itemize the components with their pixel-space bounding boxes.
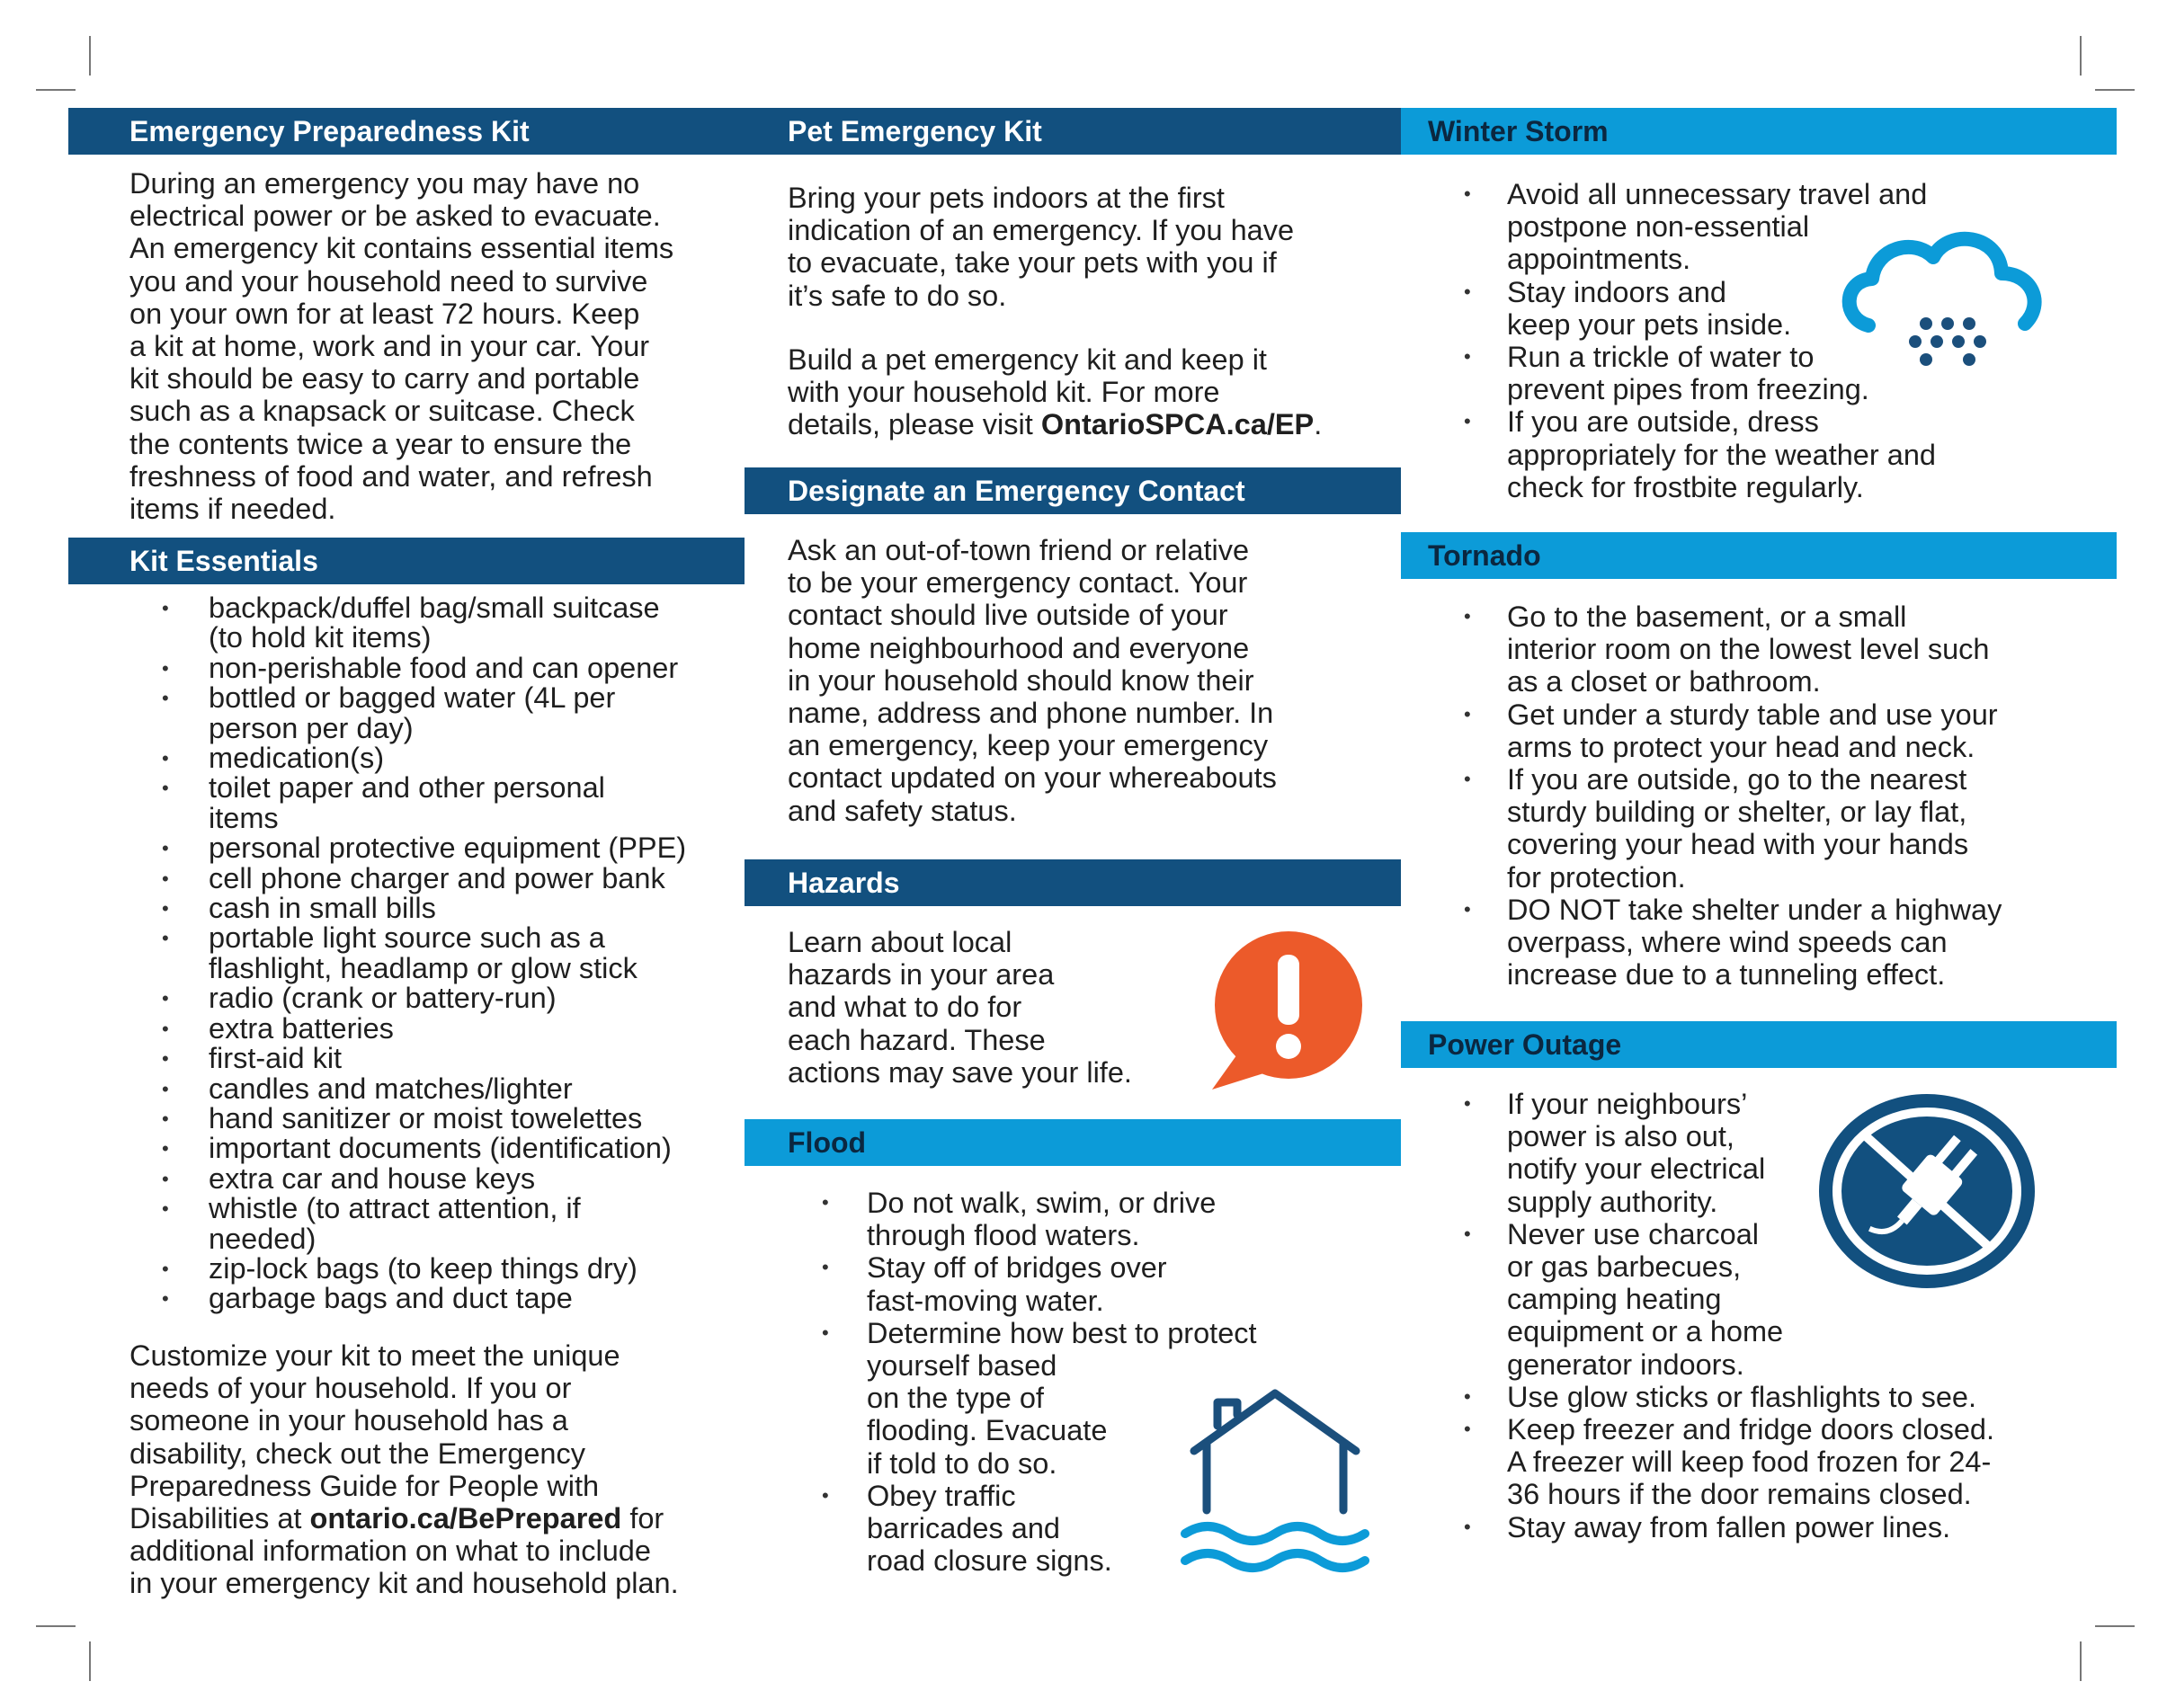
list-item-line: interior room on the lowest level such (1507, 633, 1990, 666)
list-item-line: fast-moving water. (867, 1284, 1104, 1317)
text-line: During an emergency you may have no (129, 167, 640, 200)
list-item-line: road closure signs. (867, 1544, 1112, 1578)
no-plug-icon (1815, 1088, 2039, 1294)
list-item-line: person per day) (209, 711, 414, 744)
list-item-line: keep your pets inside. (1507, 307, 1792, 341)
list-item-line: generator indoors. (1507, 1348, 1744, 1381)
crop-mark (89, 36, 91, 76)
list-item-line: appropriately for the weather and (1507, 438, 1936, 471)
text-line: home neighbourhood and everyone (788, 631, 1250, 664)
pet-kit-text: Build a pet emergency kit and keep it with your household kit. For more details, please visit OntarioSPCA.ca/EP. (788, 343, 1323, 441)
list-item (1507, 894, 2082, 992)
text-line: indication of an emergency. If you have (788, 214, 1295, 247)
list-item-line: if told to do so. (867, 1446, 1057, 1480)
essentials-heading: Kit Essentials (68, 538, 745, 584)
list-item (209, 743, 748, 773)
text-line: An emergency kit contains essential items (129, 232, 674, 265)
text-line: and what to do for (788, 991, 1022, 1024)
text-line: name, address and phone number. In (788, 697, 1274, 730)
list-item-line: • cash in small bills (209, 892, 436, 925)
list-item-line: • personal protective equipment (PPE) (209, 832, 687, 865)
list-item-line: camping heating (1507, 1283, 1722, 1316)
list-item-line: • medication(s) (209, 742, 385, 775)
list-item-line: • Avoid all unnecessary travel and (1507, 178, 1928, 210)
winter-heading: Winter Storm (1401, 108, 2117, 155)
text-line: Learn about local (788, 926, 1012, 958)
list-item-line: sturdy building or shelter, or lay flat, (1507, 796, 1967, 829)
list-item (209, 1074, 748, 1104)
list-item-line: • If you are outside, dress (1507, 405, 1819, 439)
list-item-line: 36 hours if the door remains closed. (1507, 1478, 1972, 1511)
list-item (209, 651, 748, 684)
list-item-line: • extra batteries (209, 1011, 394, 1045)
list-item-line: prevent pipes from freezing. (1507, 373, 1869, 406)
list-item-line: • zip-lock bags (to keep things dry) (209, 1251, 638, 1285)
text-line: kit should be easy to carry and portable (129, 362, 640, 396)
list-item-line: supply authority. (1507, 1185, 1718, 1218)
text-line: you and your household need to survive (129, 264, 648, 298)
list-item-line: • Never use charcoal (1507, 1217, 1759, 1250)
list-item (1507, 600, 2082, 698)
text-line: Bring your pets indoors at the first (788, 182, 1225, 214)
list-item-line: • toilet paper and other personal (209, 771, 605, 805)
pet-heading: Pet Emergency Kit (745, 108, 1401, 155)
list-item-line: postpone non-essential (1507, 210, 1810, 244)
power-heading: Power Outage (1401, 1021, 2117, 1068)
text-line: electrical power or be asked to evacuate. (129, 200, 661, 233)
flooded-house-icon (1176, 1375, 1392, 1591)
list-item-line: • Use glow sticks or flashlights to see. (1507, 1380, 1977, 1413)
spca-link[interactable]: OntarioSPCA.ca/EP (1040, 408, 1315, 441)
tornado-list (1507, 600, 2082, 991)
list-item-line: flashlight, headlamp or glow stick (209, 951, 638, 984)
text-line: the contents twice a year to ensure the (129, 427, 632, 460)
text-line: Ask an out-of-town friend or relative (788, 534, 1250, 566)
text-line: actions may save your life. (788, 1055, 1132, 1089)
text-line: contact should live outside of your (788, 599, 1228, 632)
list-item (209, 1251, 748, 1285)
list-item-line: • garbage bags and duct tape (209, 1282, 573, 1315)
list-item (1507, 763, 2082, 894)
list-item-line: • first-aid kit (209, 1042, 343, 1075)
list-item-line: overpass, where wind speeds can (1507, 926, 1948, 959)
list-item-line: • Determine how best to protect (867, 1316, 1257, 1349)
list-item-line: arms to protect your head and neck. (1507, 730, 1975, 763)
list-item (867, 1187, 1388, 1251)
hazards-heading: Hazards (745, 859, 1401, 906)
list-item-line: equipment or a home (1507, 1315, 1784, 1348)
list-item (209, 593, 748, 654)
list-item (209, 1101, 748, 1134)
list-item-line: • Run a trickle of water to (1507, 341, 1815, 374)
list-item-line: • If your neighbours’ (1507, 1088, 1748, 1120)
list-item (1507, 1413, 2091, 1511)
crop-mark (2080, 1641, 2082, 1681)
list-item (1507, 698, 2082, 763)
list-item-line: • Stay off of bridges over (867, 1251, 1167, 1285)
list-item (209, 1134, 748, 1163)
kit-intro-text (129, 167, 732, 525)
list-item (209, 983, 748, 1013)
list-item-line: or gas barbecues, (1507, 1250, 1742, 1284)
list-item (209, 861, 748, 894)
list-item-line: • important documents (identification) (209, 1132, 672, 1165)
bepreared-link[interactable]: ontario.ca/BePrepared (309, 1502, 622, 1535)
list-item-line: • Stay away from fallen power lines. (1507, 1510, 1951, 1543)
text-line: a kit at home, work and in your car. Your (129, 330, 650, 363)
text-line: freshness of food and water, and refresh (129, 459, 653, 493)
list-item-line: increase due to a tunneling effect. (1507, 958, 1946, 992)
text-line: items if needed. (129, 493, 336, 526)
list-item-line: • whistle (to attract attention, if (209, 1192, 581, 1225)
text-line: it’s safe to do so. (788, 279, 1007, 312)
list-item-line: • Stay indoors and (1507, 275, 1726, 308)
list-item (209, 833, 748, 863)
list-item-line: appointments. (1507, 243, 1691, 276)
crop-mark (2095, 89, 2135, 91)
list-item-line: for protection. (1507, 860, 1686, 894)
contact-text (788, 534, 1390, 827)
list-item (209, 1194, 748, 1254)
list-item-line: • hand sanitizer or moist towelettes (209, 1101, 643, 1134)
text-line: an emergency, keep your emergency (788, 729, 1269, 762)
crop-mark (2080, 36, 2082, 76)
list-item-line: flooding. Evacuate (867, 1414, 1108, 1447)
list-item-line: items (209, 801, 279, 834)
list-item (867, 1251, 1388, 1316)
list-item-line: • Obey traffic (867, 1479, 1016, 1512)
text-line: and safety status. (788, 794, 1017, 827)
crop-mark (2095, 1625, 2135, 1627)
text-line: each hazard. These (788, 1023, 1046, 1056)
list-item (209, 894, 748, 923)
snow-cloud-icon (1833, 225, 2057, 387)
list-item-line: • DO NOT take shelter under a highway (1507, 893, 2002, 926)
exclamation-speech-bubble-icon (1194, 926, 1374, 1106)
text-line: such as a knapsack or suitcase. Check (129, 395, 635, 428)
hazards-text (788, 926, 1201, 1089)
customize-text: Customize your kit to meet the unique needs of your household. If you or someone in your household has a disability, check out the Emergency Preparedness Guide for People with Disabilities at ontario.ca/BePrepared for additional information on what to include in your emergency kit and household plan. (129, 1339, 679, 1600)
text-line: contact updated on your whereabouts (788, 761, 1277, 795)
text-line: on your own for at least 72 hours. Keep (129, 297, 640, 330)
list-item-line: covering your head with your hands (1507, 828, 1969, 861)
list-item (209, 683, 748, 743)
list-item-line: • portable light source such as a (209, 921, 605, 955)
list-item (209, 1161, 748, 1195)
contact-heading: Designate an Emergency Contact (745, 467, 1401, 514)
tornado-heading: Tornado (1401, 532, 2117, 579)
list-item-line: • candles and matches/lighter (209, 1072, 573, 1105)
list-item-line: • extra car and house keys (209, 1161, 536, 1195)
list-item-line: power is also out, (1507, 1120, 1734, 1153)
essentials-list (209, 593, 748, 1314)
list-item-line: needed) (209, 1222, 317, 1255)
flood-heading: Flood (745, 1119, 1401, 1166)
text-line: to evacuate, take your pets with you if (788, 246, 1277, 280)
list-item (209, 1044, 748, 1073)
text-line: hazards in your area (788, 958, 1055, 992)
list-item (1507, 1381, 2091, 1413)
list-item-line: on the type of (867, 1382, 1044, 1415)
list-item-line: through flood waters. (867, 1219, 1140, 1252)
list-item-line: A freezer will keep food frozen for 24- (1507, 1446, 1992, 1479)
text-line: in your household should know their (788, 663, 1254, 697)
list-item-line: • cell phone charger and power bank (209, 861, 665, 894)
kit-heading: Emergency Preparedness Kit (68, 108, 745, 155)
list-item-line: • Keep freezer and fridge doors closed. (1507, 1413, 1994, 1446)
list-item-line: • Get under a sturdy table and use your (1507, 698, 1998, 731)
list-item-line: as a closet or bathroom. (1507, 665, 1821, 698)
list-item-line: • radio (crank or battery-run) (209, 982, 557, 1015)
crop-mark (36, 1625, 76, 1627)
list-item (209, 923, 748, 983)
pet-intro-text (788, 182, 1390, 312)
list-item-line: • Go to the basement, or a small (1507, 600, 1907, 633)
text-line: to be your emergency contact. Your (788, 566, 1248, 600)
list-item-line: barricades and (867, 1512, 1060, 1545)
list-item-line: • backpack/duffel bag/small suitcase (209, 592, 660, 624)
list-item-line: notify your electrical (1507, 1152, 1766, 1186)
list-item-line: • Do not walk, swim, or drive (867, 1187, 1217, 1219)
crop-mark (89, 1641, 91, 1681)
list-item (209, 773, 748, 833)
list-item (1507, 405, 1957, 503)
list-item-line: • bottled or bagged water (4L per (209, 681, 616, 715)
list-item-line: check for frostbite regularly. (1507, 470, 1864, 503)
list-item (209, 1011, 748, 1045)
list-item (1507, 1511, 2091, 1543)
list-item (209, 1284, 748, 1313)
list-item-line: yourself based (867, 1349, 1057, 1383)
list-item-line: (to hold kit items) (209, 621, 432, 654)
crop-mark (36, 89, 76, 91)
list-item-line: • If you are outside, go to the nearest (1507, 763, 1967, 796)
list-item-line: • non-perishable food and can opener (209, 651, 679, 684)
